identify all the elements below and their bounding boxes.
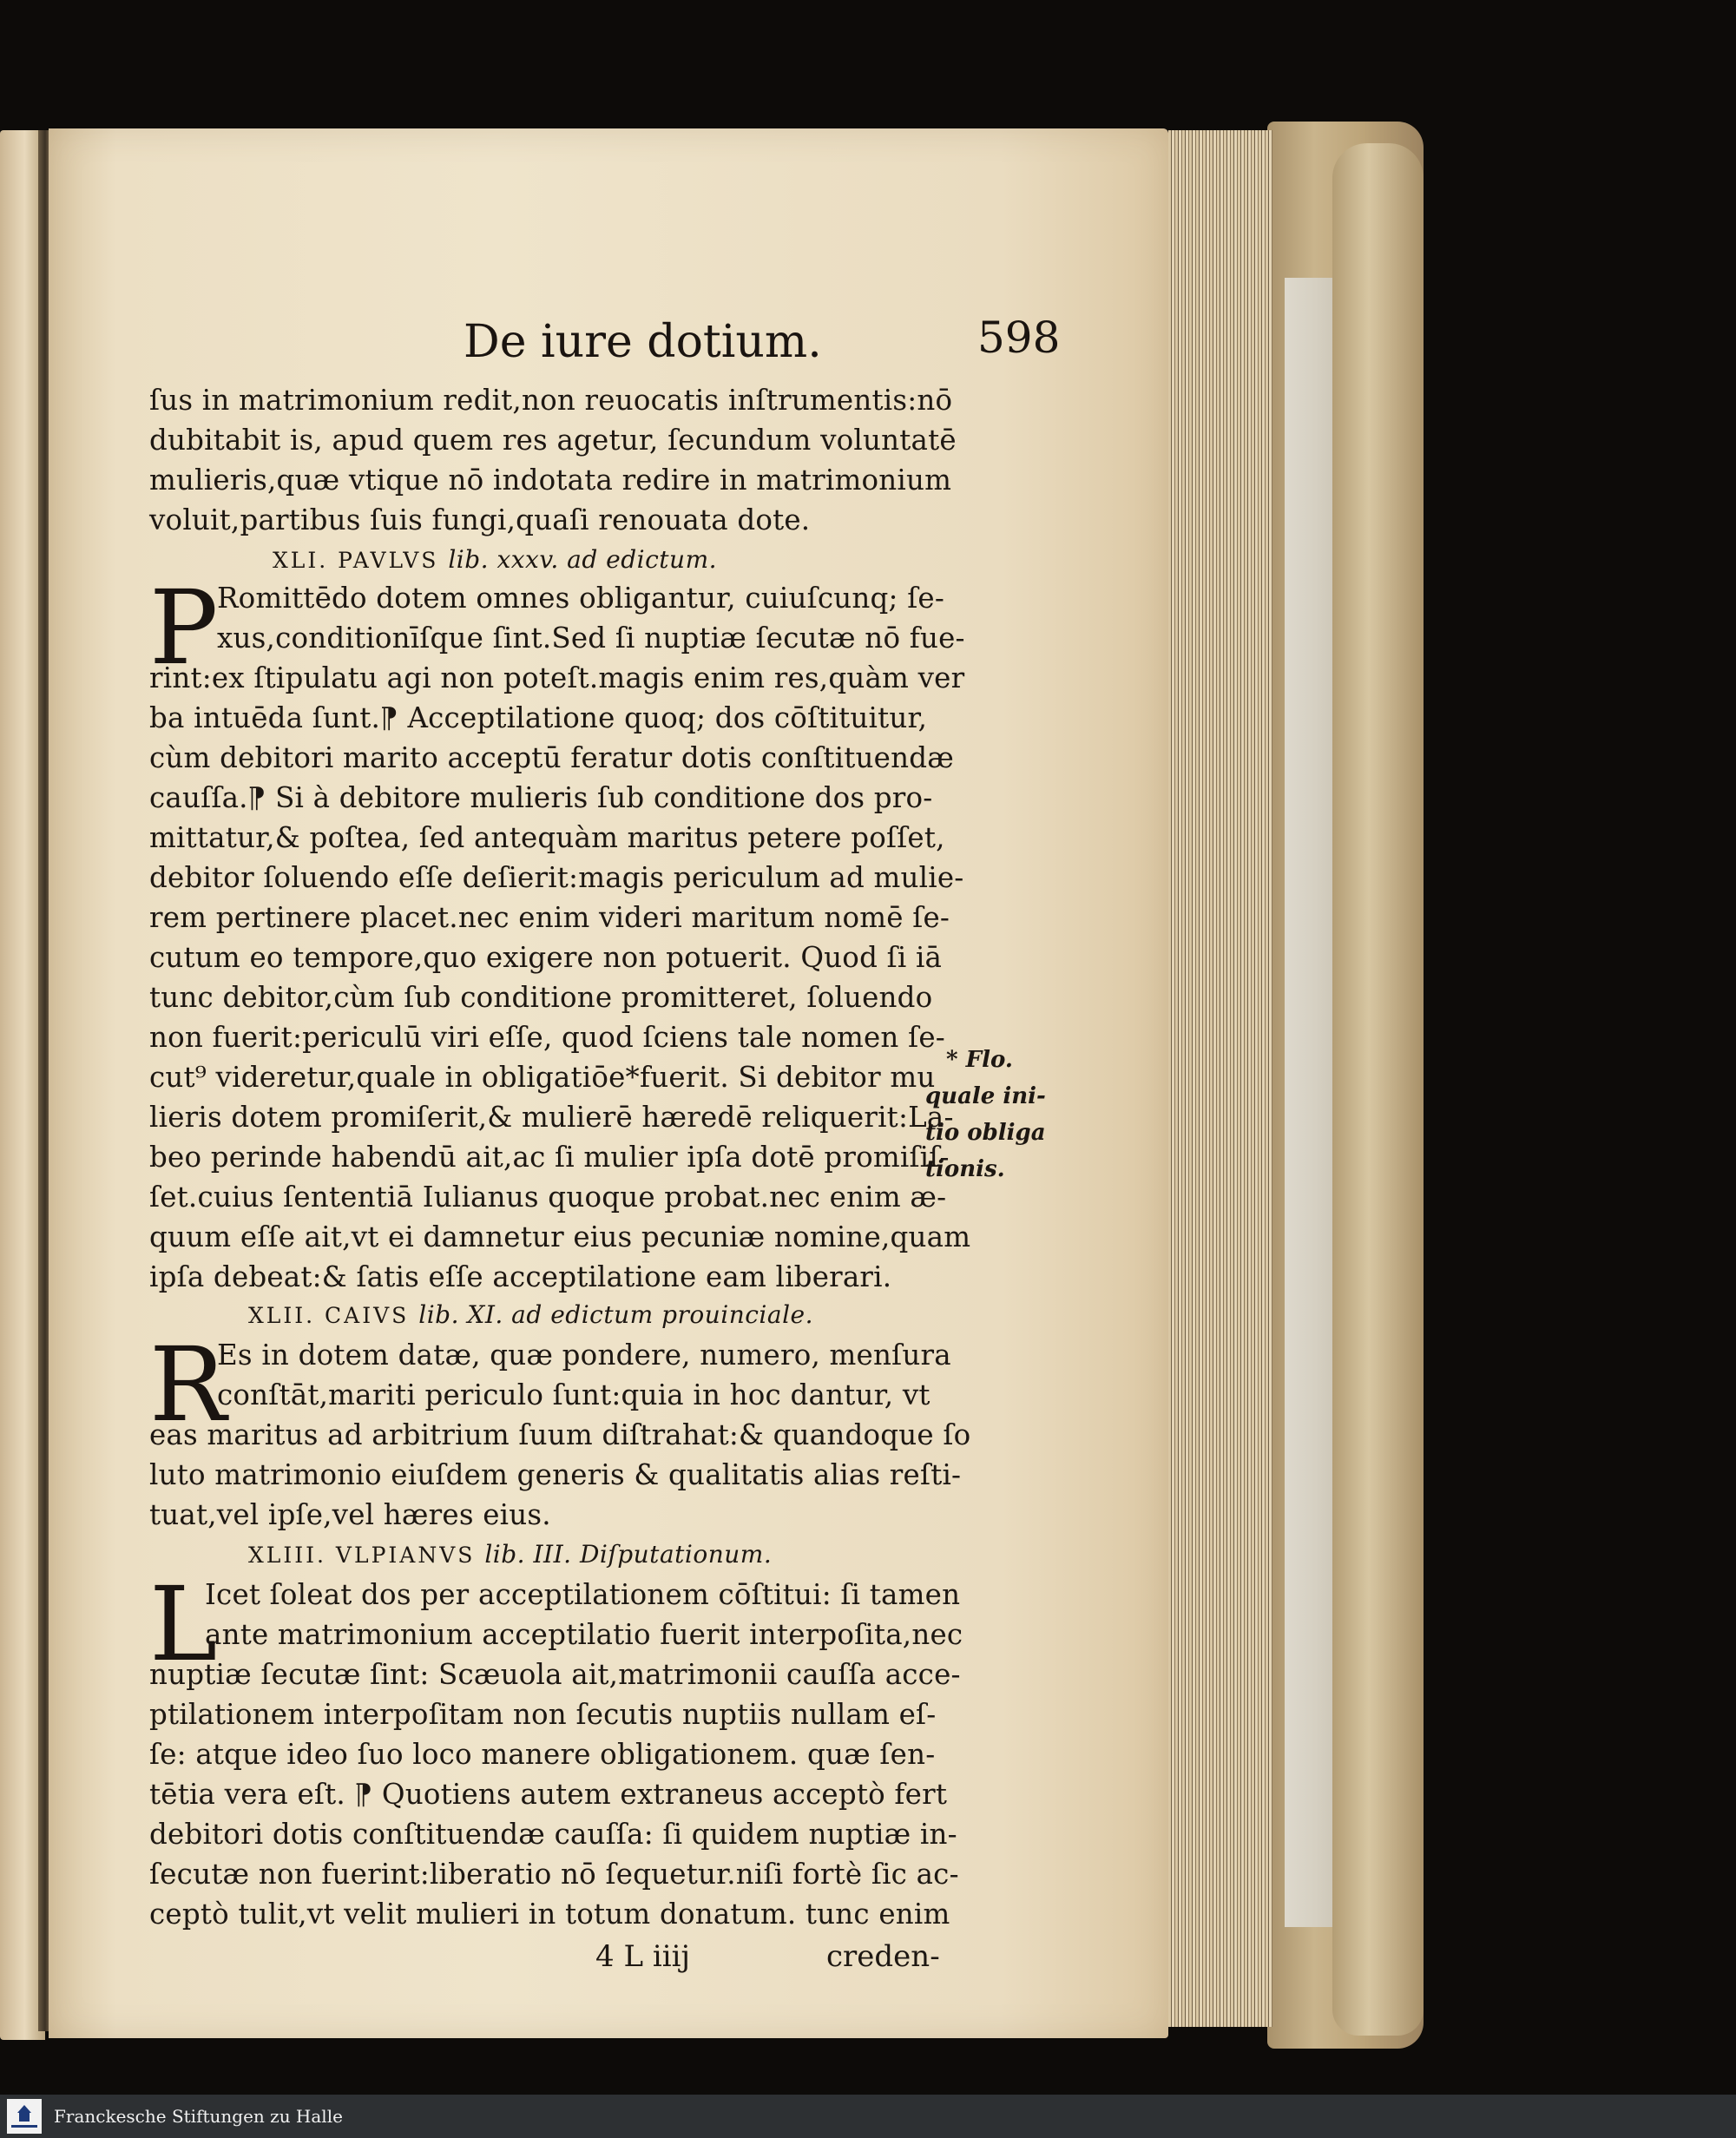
- text-line: tētia vera eſt. ⁋ Quotiens autem extraneus acceptò fert: [149, 1778, 948, 1811]
- section-heading-author: XLII. CAIVS: [248, 1303, 410, 1328]
- section-heading-source: lib. III. Diſputationum.: [484, 1540, 773, 1569]
- text-line: Romittēdo dotem omnes obligantur, cuiuſcunq; ſe-: [217, 582, 945, 615]
- text-line: xus,conditionīſque ſint.Sed ſi nuptiæ ſecutæ nō fue-: [217, 622, 965, 655]
- margin-note-line: tio obliga: [925, 1120, 1046, 1146]
- text-line: conſtāt,mariti periculo ſunt:quia in hoc dantur, vt: [217, 1378, 930, 1411]
- footer-institution: Franckesche Stiftungen zu Halle: [54, 2106, 343, 2127]
- text-line: voluit,partibus ſuis fungi,quaſi renouata dote.: [149, 503, 811, 536]
- text-line: debitori dotis conſtituendæ cauſſa: ſi quidem nuptiæ in-: [149, 1818, 957, 1851]
- section-heading-source: lib. XI. ad edictum prouinciale.: [418, 1300, 814, 1329]
- text-line: luto matrimonio eiuſdem generis & qualitatis alias reſti-: [149, 1458, 962, 1491]
- signature-mark: 4 L iiij: [595, 1939, 690, 1974]
- text-line: tunc debitor,cùm ſub conditione promitteret, ſoluendo: [149, 981, 933, 1014]
- text-line: ſet.cuius ſententiā Iulianus quoque probat.nec enim æ-: [149, 1181, 947, 1214]
- text-line: mittatur,& poſtea, ſed antequàm maritus petere poſſet,: [149, 821, 945, 854]
- page-number: 598: [977, 312, 1061, 363]
- text-line: cauſſa.⁋ Si à debitore mulieris ſub conditione dos pro-: [149, 781, 933, 814]
- text-line: dubitabit is, apud quem res agetur, ſecundum voluntatē: [149, 424, 957, 457]
- text-line: ante matrimonium acceptilatio fuerit interpoſita,nec: [205, 1618, 963, 1651]
- text-line: ipſa debeat:& ſatis eſſe acceptilatione eam liberari.: [149, 1260, 892, 1293]
- section-heading: [273, 545, 717, 574]
- text-line: ſe: atque ideo ſuo loco manere obligationem. quæ ſen-: [149, 1738, 936, 1771]
- binding-inner-sheet: [1285, 278, 1337, 1927]
- section-heading-author: XLI. PAVLVS: [273, 548, 439, 573]
- text-line: cùm debitori marito acceptū feratur dotis conſtituendæ: [149, 741, 954, 774]
- page-title: De iure dotium.: [464, 316, 822, 368]
- text-line: tuat,vel ipſe,vel hæres eius.: [149, 1498, 551, 1531]
- text-line: quum eſſe ait,vt ei damnetur eius pecuniæ nomine,quam: [149, 1220, 971, 1253]
- text-line: ſus in matrimonium redit,non reuocatis inſtrumentis:nō: [149, 384, 953, 417]
- section-heading: [248, 1300, 813, 1329]
- francke-foundation-logo-icon: [7, 2099, 42, 2134]
- text-line: Es in dotem datæ, quæ pondere, numero, menſura: [217, 1339, 951, 1372]
- catchword: creden-: [826, 1939, 940, 1974]
- text-line: ptilationem interpoſitam non ſecutis nuptiis nullam eſ-: [149, 1698, 937, 1731]
- text-line: beo perinde habendū ait,ac ſi mulier ipſa dotē promiſiſ-: [149, 1141, 950, 1174]
- text-line: ceptò tulit,vt velit mulieri in totum donatum. tunc enim: [149, 1898, 950, 1931]
- drop-initial: R: [149, 1325, 227, 1444]
- binding-fold: [1332, 143, 1424, 2036]
- text-line: eas maritus ad arbitrium ſuum diſtrahat:& quandoque ſo: [149, 1418, 971, 1451]
- footer-bar: [0, 2095, 1736, 2138]
- text-line: cutum eo tempore,quo exigere non potuerit. Quod ſi iā: [149, 941, 943, 974]
- drop-initial: P: [149, 568, 219, 687]
- text-line: ba intuēda ſunt.⁋ Acceptilatione quoq; dos cōſtituitur,: [149, 701, 928, 734]
- text-line: lieris dotem promiſerit,& mulierē hæredē reliquerit:La-: [149, 1101, 954, 1134]
- margin-note-line: quale ini-: [925, 1083, 1046, 1109]
- book-page: [49, 128, 1168, 2038]
- text-line: nuptiæ ſecutæ ſint: Scæuola ait,matrimonii cauſſa acce-: [149, 1658, 961, 1691]
- page-edges: [1168, 130, 1272, 2027]
- section-heading-author: XLIII. VLPIANVS: [248, 1543, 476, 1568]
- margin-note-line: tionis.: [925, 1156, 1005, 1182]
- text-line: mulieris,quæ vtique nō indotata redire in matrimonium: [149, 464, 952, 497]
- text-line: debitor ſoluendo eſſe deſierit:magis periculum ad mulie-: [149, 861, 964, 894]
- text-line: Icet ſoleat dos per acceptilationem cōſtitui: ſi tamen: [205, 1578, 961, 1611]
- margin-note-line: * Flo.: [946, 1047, 1013, 1073]
- section-heading-source: lib. xxxv. ad edictum.: [448, 545, 718, 574]
- text-line: ſecutæ non fuerint:liberatio nō ſequetur.niſi fortè ſic ac-: [149, 1858, 959, 1891]
- text-line: rem pertinere placet.nec enim videri maritum nomē ſe-: [149, 901, 950, 934]
- text-line: non fuerit:periculū viri eſſe, quod ſciens tale nomen ſe-: [149, 1021, 945, 1054]
- drop-initial: L: [149, 1564, 218, 1684]
- text-line: cut⁹ videretur,quale in obligatiōe*fuerit. Si debitor mu: [149, 1061, 936, 1094]
- text-line: rint:ex ſtipulatu agi non poteſt.magis enim res,quàm ver: [149, 661, 965, 694]
- section-heading: [248, 1540, 772, 1569]
